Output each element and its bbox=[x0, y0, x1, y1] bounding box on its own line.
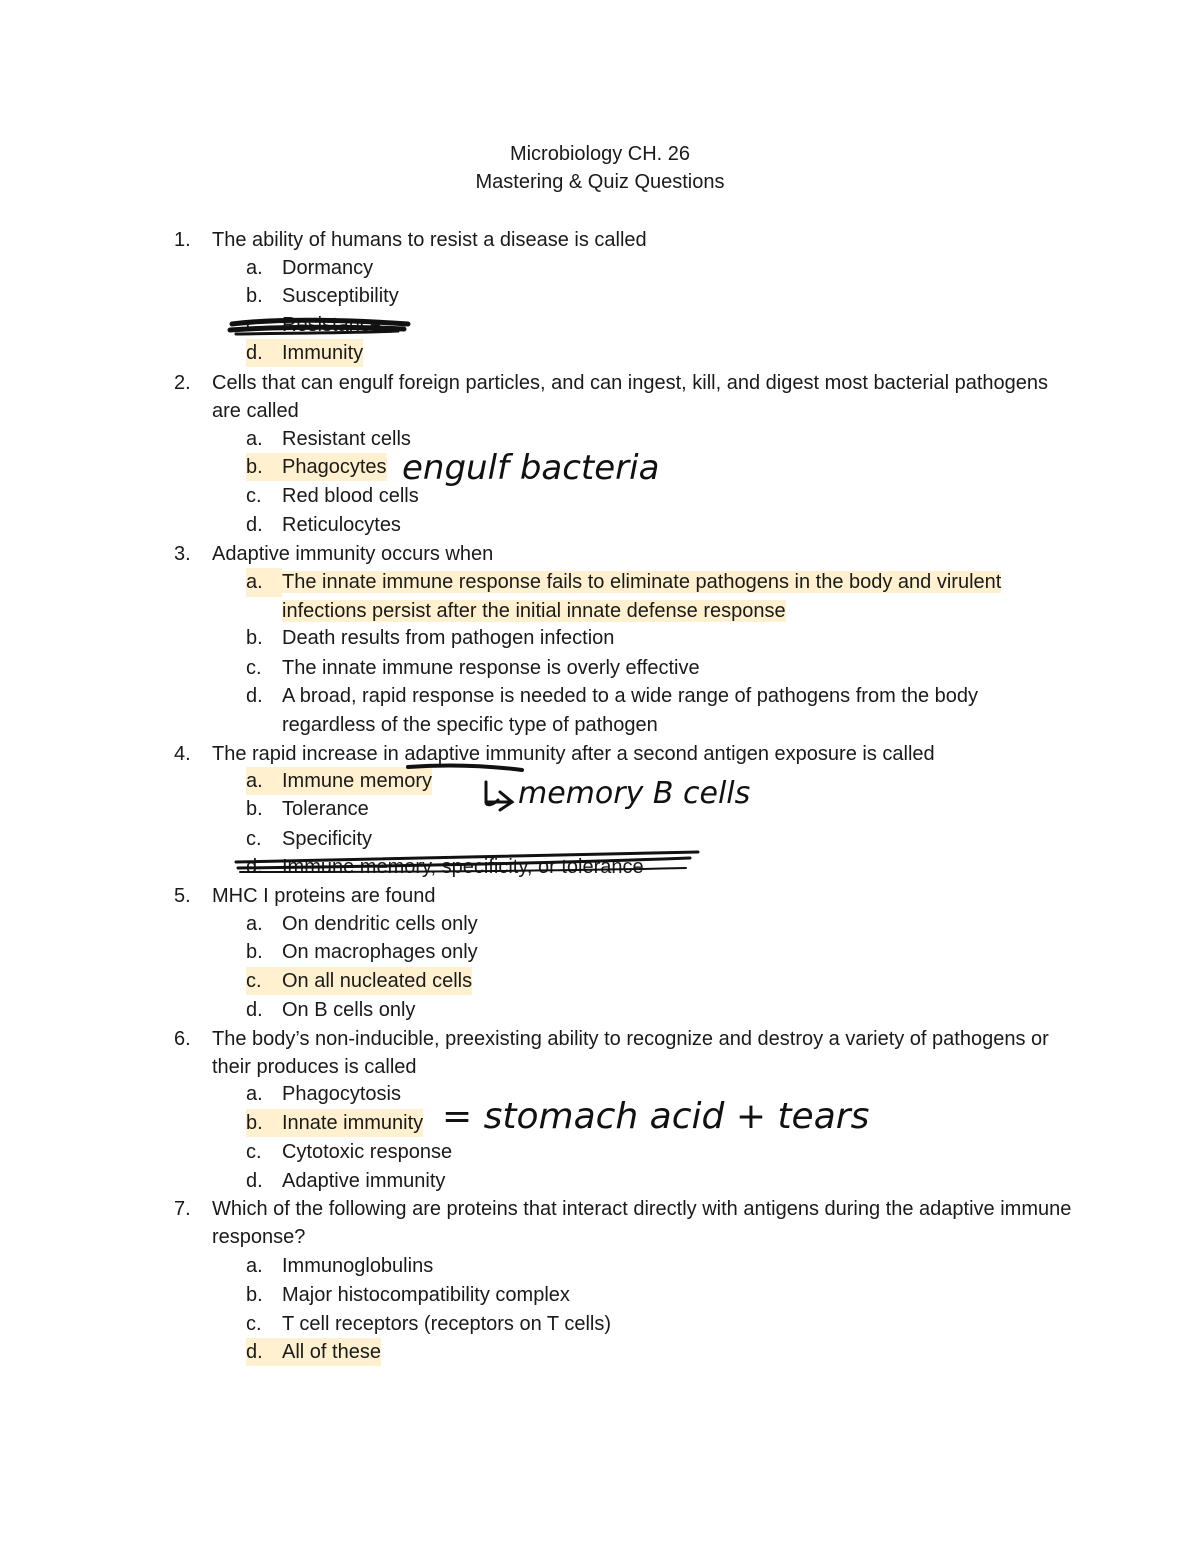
answer-text-line: The innate immune response fails to eliminate pathogens in the body and virulent bbox=[282, 571, 1002, 593]
answer-text: On B cells only bbox=[282, 999, 416, 1021]
question-text: Cells that can engulf foreign particles, and can ingest, kill, and digest most bacterial pathogens are called bbox=[212, 372, 1049, 422]
answer-text: On macrophages only bbox=[282, 941, 478, 963]
question-number: 7. bbox=[174, 1198, 191, 1220]
answer-letter: a. bbox=[246, 913, 263, 935]
answer-text: On all nucleated cells bbox=[282, 970, 473, 992]
answer-letter: d. bbox=[246, 342, 263, 364]
answer-text: Resistance bbox=[282, 314, 381, 336]
answer-letter: d. bbox=[246, 685, 263, 707]
answer-text: Dormancy bbox=[282, 257, 374, 279]
answer-text: Immunoglobulins bbox=[282, 1255, 434, 1277]
answer-text: Death results from pathogen infection bbox=[282, 627, 615, 649]
answer-letter: d. bbox=[246, 1341, 263, 1363]
answer-text: Adaptive immunity bbox=[282, 1170, 446, 1192]
answer-text: All of these bbox=[282, 1341, 381, 1363]
answer-text: Phagocytes bbox=[282, 456, 387, 478]
answer-text: Cytotoxic response bbox=[282, 1141, 453, 1163]
answer-letter: a. bbox=[246, 257, 263, 279]
answer-letter: d. bbox=[246, 514, 263, 536]
answer-letter: b. bbox=[246, 627, 263, 649]
answer-letter: b. bbox=[246, 1112, 263, 1134]
answer-text: The innate immune response is overly effective bbox=[282, 657, 700, 679]
page-subtitle: Mastering & Quiz Questions bbox=[475, 171, 725, 193]
answer-letter: b. bbox=[246, 456, 263, 478]
answer-text: Susceptibility bbox=[282, 285, 399, 307]
question-number: 5. bbox=[174, 885, 191, 907]
question-number: 4. bbox=[174, 743, 191, 765]
answer-letter: d. bbox=[246, 999, 263, 1021]
question-text: Which of the following are proteins that interact directly with antigens during the adaptive immune response? bbox=[212, 1198, 1072, 1248]
answer-text: Tolerance bbox=[282, 798, 369, 820]
answer-letter: c. bbox=[246, 970, 262, 992]
arrow-icon bbox=[486, 782, 512, 810]
answer-letter: c. bbox=[246, 657, 262, 679]
answer-text: Immune memory bbox=[282, 770, 433, 792]
answer-letter: a. bbox=[246, 1083, 263, 1105]
underline-adaptive bbox=[408, 766, 522, 770]
answer-letter: b. bbox=[246, 285, 263, 307]
answer-letter: a. bbox=[246, 568, 282, 597]
strikethrough-scribble-q1 bbox=[230, 320, 408, 334]
question-text: The body’s non-inducible, preexisting ability to recognize and destroy a variety of pathogens or their produces is called bbox=[212, 1028, 1049, 1078]
answer-letter: c. bbox=[246, 485, 262, 507]
question-number: 1. bbox=[174, 229, 191, 251]
answer-text: Reticulocytes bbox=[282, 514, 401, 536]
answer-text: Specificity bbox=[282, 828, 373, 850]
answer-text: T cell receptors (receptors on T cells) bbox=[282, 1313, 612, 1335]
answer-text-line: regardless of the specific type of pathogen bbox=[282, 713, 658, 736]
page-title: Microbiology CH. 26 bbox=[509, 143, 691, 165]
answer-text: Immune memory, specificity, or tolerance bbox=[282, 856, 644, 878]
handwritten-note-engulf-bacteria: engulf bacteria bbox=[402, 448, 660, 488]
answer-letter: c. bbox=[246, 314, 262, 336]
answer-letter: b. bbox=[246, 798, 263, 820]
answer-letter: d. bbox=[246, 856, 263, 878]
answer-text: Immunity bbox=[282, 342, 364, 364]
answer-letter: c. bbox=[246, 828, 262, 850]
strikethrough-line-q4 bbox=[236, 852, 698, 872]
answer-letter: c. bbox=[246, 1313, 262, 1335]
answer-text: Innate immunity bbox=[282, 1112, 424, 1134]
answer-text: Phagocytosis bbox=[282, 1083, 401, 1105]
answer-letter: d. bbox=[246, 1170, 263, 1192]
answer-text-line: infections persist after the initial innate defense response bbox=[282, 599, 786, 622]
question-text: MHC I proteins are found bbox=[212, 885, 436, 907]
question-number: 3. bbox=[174, 543, 191, 565]
answer-letter: a. bbox=[246, 1255, 263, 1277]
question-number: 6. bbox=[174, 1028, 191, 1050]
handwritten-note-stomach-acid-tears: = stomach acid + tears bbox=[442, 1096, 870, 1137]
answer-text-line: A broad, rapid response is needed to a wide range of pathogens from the body bbox=[282, 685, 979, 707]
answer-letter: a. bbox=[246, 770, 263, 792]
answer-letter: a. bbox=[246, 428, 263, 450]
answer-text: Resistant cells bbox=[282, 428, 411, 450]
question-text: The ability of humans to resist a disease is called bbox=[212, 229, 647, 251]
answer-letter: b. bbox=[246, 941, 263, 963]
answer-text: On dendritic cells only bbox=[282, 913, 478, 935]
handwritten-note-memory-b-cells: memory B cells bbox=[518, 776, 751, 811]
question-text: The rapid increase in adaptive immunity after a second antigen exposure is called bbox=[212, 743, 935, 765]
question-text: Adaptive immunity occurs when bbox=[212, 543, 494, 565]
answer-letter: c. bbox=[246, 1141, 262, 1163]
question-number: 2. bbox=[174, 372, 191, 394]
answer-letter: b. bbox=[246, 1284, 263, 1306]
answer-text: Red blood cells bbox=[282, 485, 419, 507]
answer-text: Major histocompatibility complex bbox=[282, 1284, 570, 1306]
